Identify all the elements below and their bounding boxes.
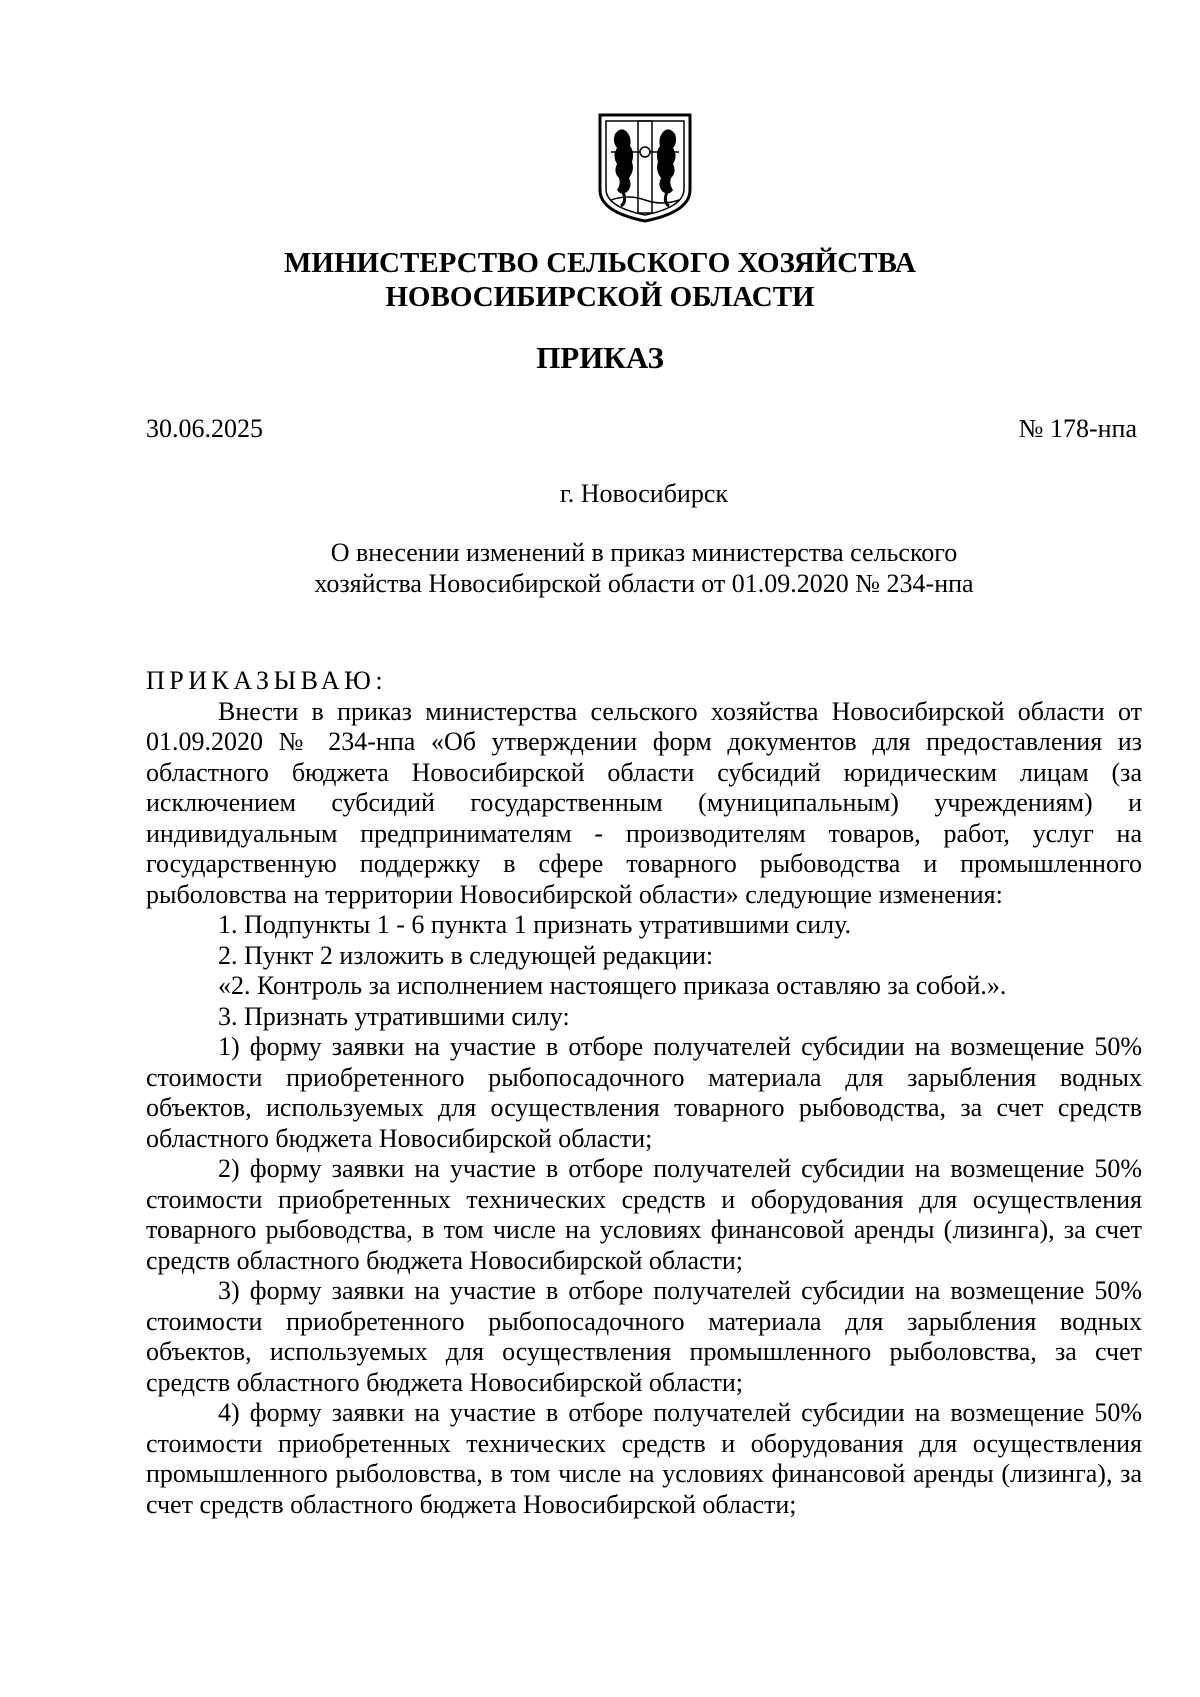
ministry-name [0, 246, 1200, 314]
body-paragraph: 1. Подпункты 1 - 6 пункта 1 признать утратившими силу. [218, 910, 852, 939]
subject-line-2: хозяйства Новосибирской области от 01.09.2020 № 234-нпа [314, 569, 974, 598]
body-paragraph: 4) форму заявки на участие в отборе получателей субсидии на возмещение 50% стоимости приобретенных технических средств и оборудования для осуществления промышленного рыболовства, в том числе на условиях финансовой аренды (лизинга), за счет средств областного бюджета Новосибирской области; [146, 1398, 1142, 1519]
document-type-title: ПРИКАЗ [536, 340, 664, 375]
orders-word: ПРИКАЗЫВАЮ: [146, 666, 388, 695]
document-number: № 178-нпа [1018, 414, 1137, 443]
body-paragraph: Внести в приказ министерства сельского хозяйства Новосибирской области от 01.09.2020 № 234-нпа «Об утверждении форм документов для предоставления из областного бюджета Новосибирской области субсидий юридическим лицам (за исключением субсидий государственным (муниципальным) учреждениям) и индивидуальным предпринимателям - производителям товаров, работ, услуг на государственную поддержку в сфере товарного рыбоводства и промышленного рыболовства на территории Новосибирской области» следующие изменения: [146, 696, 1142, 909]
document-subject [0, 537, 1200, 599]
document-date: 30.06.2025 [146, 414, 263, 443]
body-paragraph: 2) форму заявки на участие в отборе получателей субсидии на возмещение 50% стоимости приобретенных технических средств и оборудования для осуществления товарного рыбоводства, в том числе на условиях финансовой аренды (лизинга), за счет средств областного бюджета Новосибирской области; [146, 1154, 1142, 1275]
body-paragraph: 3. Признать утратившими силу: [218, 1001, 570, 1031]
subject-line-1: О внесении изменений в приказ министерства сельского [330, 538, 958, 567]
document-city: г. Новосибирск [559, 479, 729, 508]
body-paragraph: «2. Контроль за исполнением настоящего приказа оставляю за собой.». [218, 971, 1007, 1000]
body-paragraph: 3) форму заявки на участие в отборе получателей субсидии на возмещение 50% стоимости приобретенного рыбопосадочного материала для зарыбления водных объектов, используемых для осуществления промышленного рыболовства, за счет средств областного бюджета Новосибирской области; [146, 1276, 1142, 1397]
document-body [146, 666, 1142, 1520]
body-paragraph: 1) форму заявки на участие в отборе получателей субсидии на возмещение 50% стоимости приобретенного рыбопосадочного материала для зарыбления водных объектов, используемых для осуществления товарного рыбоводства, за счет средств областного бюджета Новосибирской области; [146, 1032, 1142, 1153]
body-paragraph: 2. Пункт 2 изложить в следующей редакции: [218, 940, 714, 970]
ministry-line-2: НОВОСИБИРСКОЙ ОБЛАСТИ [385, 281, 815, 313]
document-meta-row [146, 414, 1137, 444]
coat-of-arms-icon [597, 112, 693, 224]
ministry-line-1: МИНИСТЕРСТВО СЕЛЬСКОГО ХОЗЯЙСТВА [284, 247, 916, 279]
